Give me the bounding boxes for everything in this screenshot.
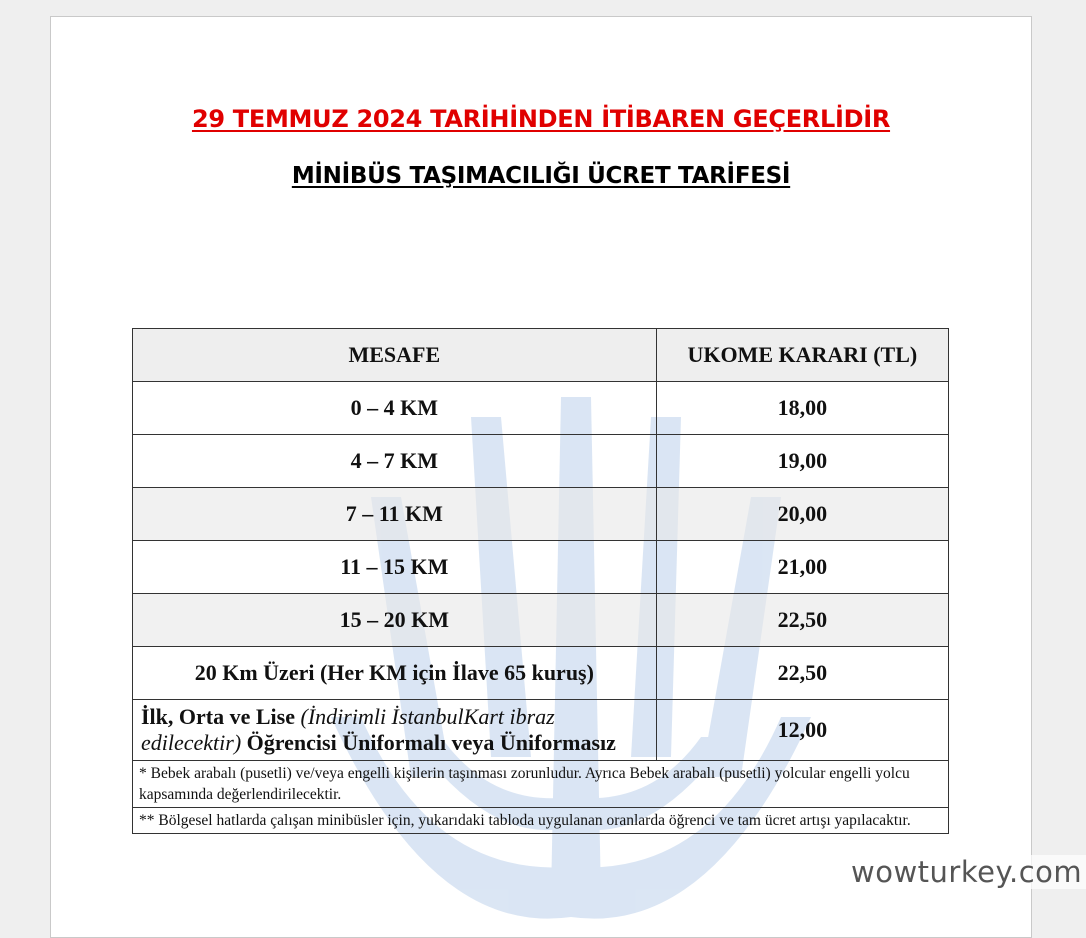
- distance-cell: 7 – 11 KM: [133, 488, 657, 541]
- document-page: [50, 16, 1083, 938]
- table-row: [133, 382, 949, 435]
- valid-from-heading: 29 TEMMUZ 2024 TARİHİNDEN İTİBAREN GEÇERLİDİR: [191, 105, 891, 133]
- distance-cell: 15 – 20 KM: [133, 594, 657, 647]
- distance-cell: 0 – 4 KM: [133, 382, 657, 435]
- tariff-title: MİNİBÜS TAŞIMACILIĞI ÜCRET TARİFESİ: [291, 163, 791, 189]
- site-watermark: wowturkey.com: [847, 855, 1086, 889]
- student-text-italic: (İndirimli İstanbulKart ibraz edilecektir): [141, 704, 555, 755]
- fare-cell: 19,00: [656, 435, 948, 488]
- student-distance-cell: [133, 700, 657, 761]
- footnote-2: ** Bölgesel hatlarda çalışan minibüsler için, yukarıdaki tabloda uygulanan oranlarda öğrenci ve tam ücret artışı yapılacaktır.: [133, 808, 949, 834]
- table-header-row: [133, 329, 949, 382]
- student-text-2: Öğrencisi Üniformalı veya Üniformasız: [241, 730, 616, 755]
- fare-cell: 22,50: [656, 647, 948, 700]
- distance-cell: 20 Km Üzeri (Her KM için İlave 65 kuruş): [133, 647, 657, 700]
- fare-cell: 18,00: [656, 382, 948, 435]
- student-row: [133, 700, 949, 761]
- student-text-1: İlk, Orta ve Lise: [141, 704, 301, 729]
- note-row: [133, 761, 949, 808]
- table-row: [133, 488, 949, 541]
- table-row: [133, 647, 949, 700]
- footnote-1: * Bebek arabalı (pusetli) ve/veya engelli kişilerin taşınması zorunludur. Ayrıca Bebek arabalı (pusetli) yolcular engelli yolcu kapsamında değerlendirilecektir.: [133, 761, 949, 808]
- note-row: [133, 808, 949, 834]
- table-row: [133, 435, 949, 488]
- fare-cell: 22,50: [656, 594, 948, 647]
- distance-cell: 11 – 15 KM: [133, 541, 657, 594]
- distance-cell: 4 – 7 KM: [133, 435, 657, 488]
- student-fare-cell: 12,00: [656, 700, 948, 761]
- fare-table: [132, 328, 949, 834]
- fare-cell: 21,00: [656, 541, 948, 594]
- header-distance: MESAFE: [133, 329, 657, 382]
- header-fare: UKOME KARARI (TL): [656, 329, 948, 382]
- fare-cell: 20,00: [656, 488, 948, 541]
- table-row: [133, 594, 949, 647]
- table-row: [133, 541, 949, 594]
